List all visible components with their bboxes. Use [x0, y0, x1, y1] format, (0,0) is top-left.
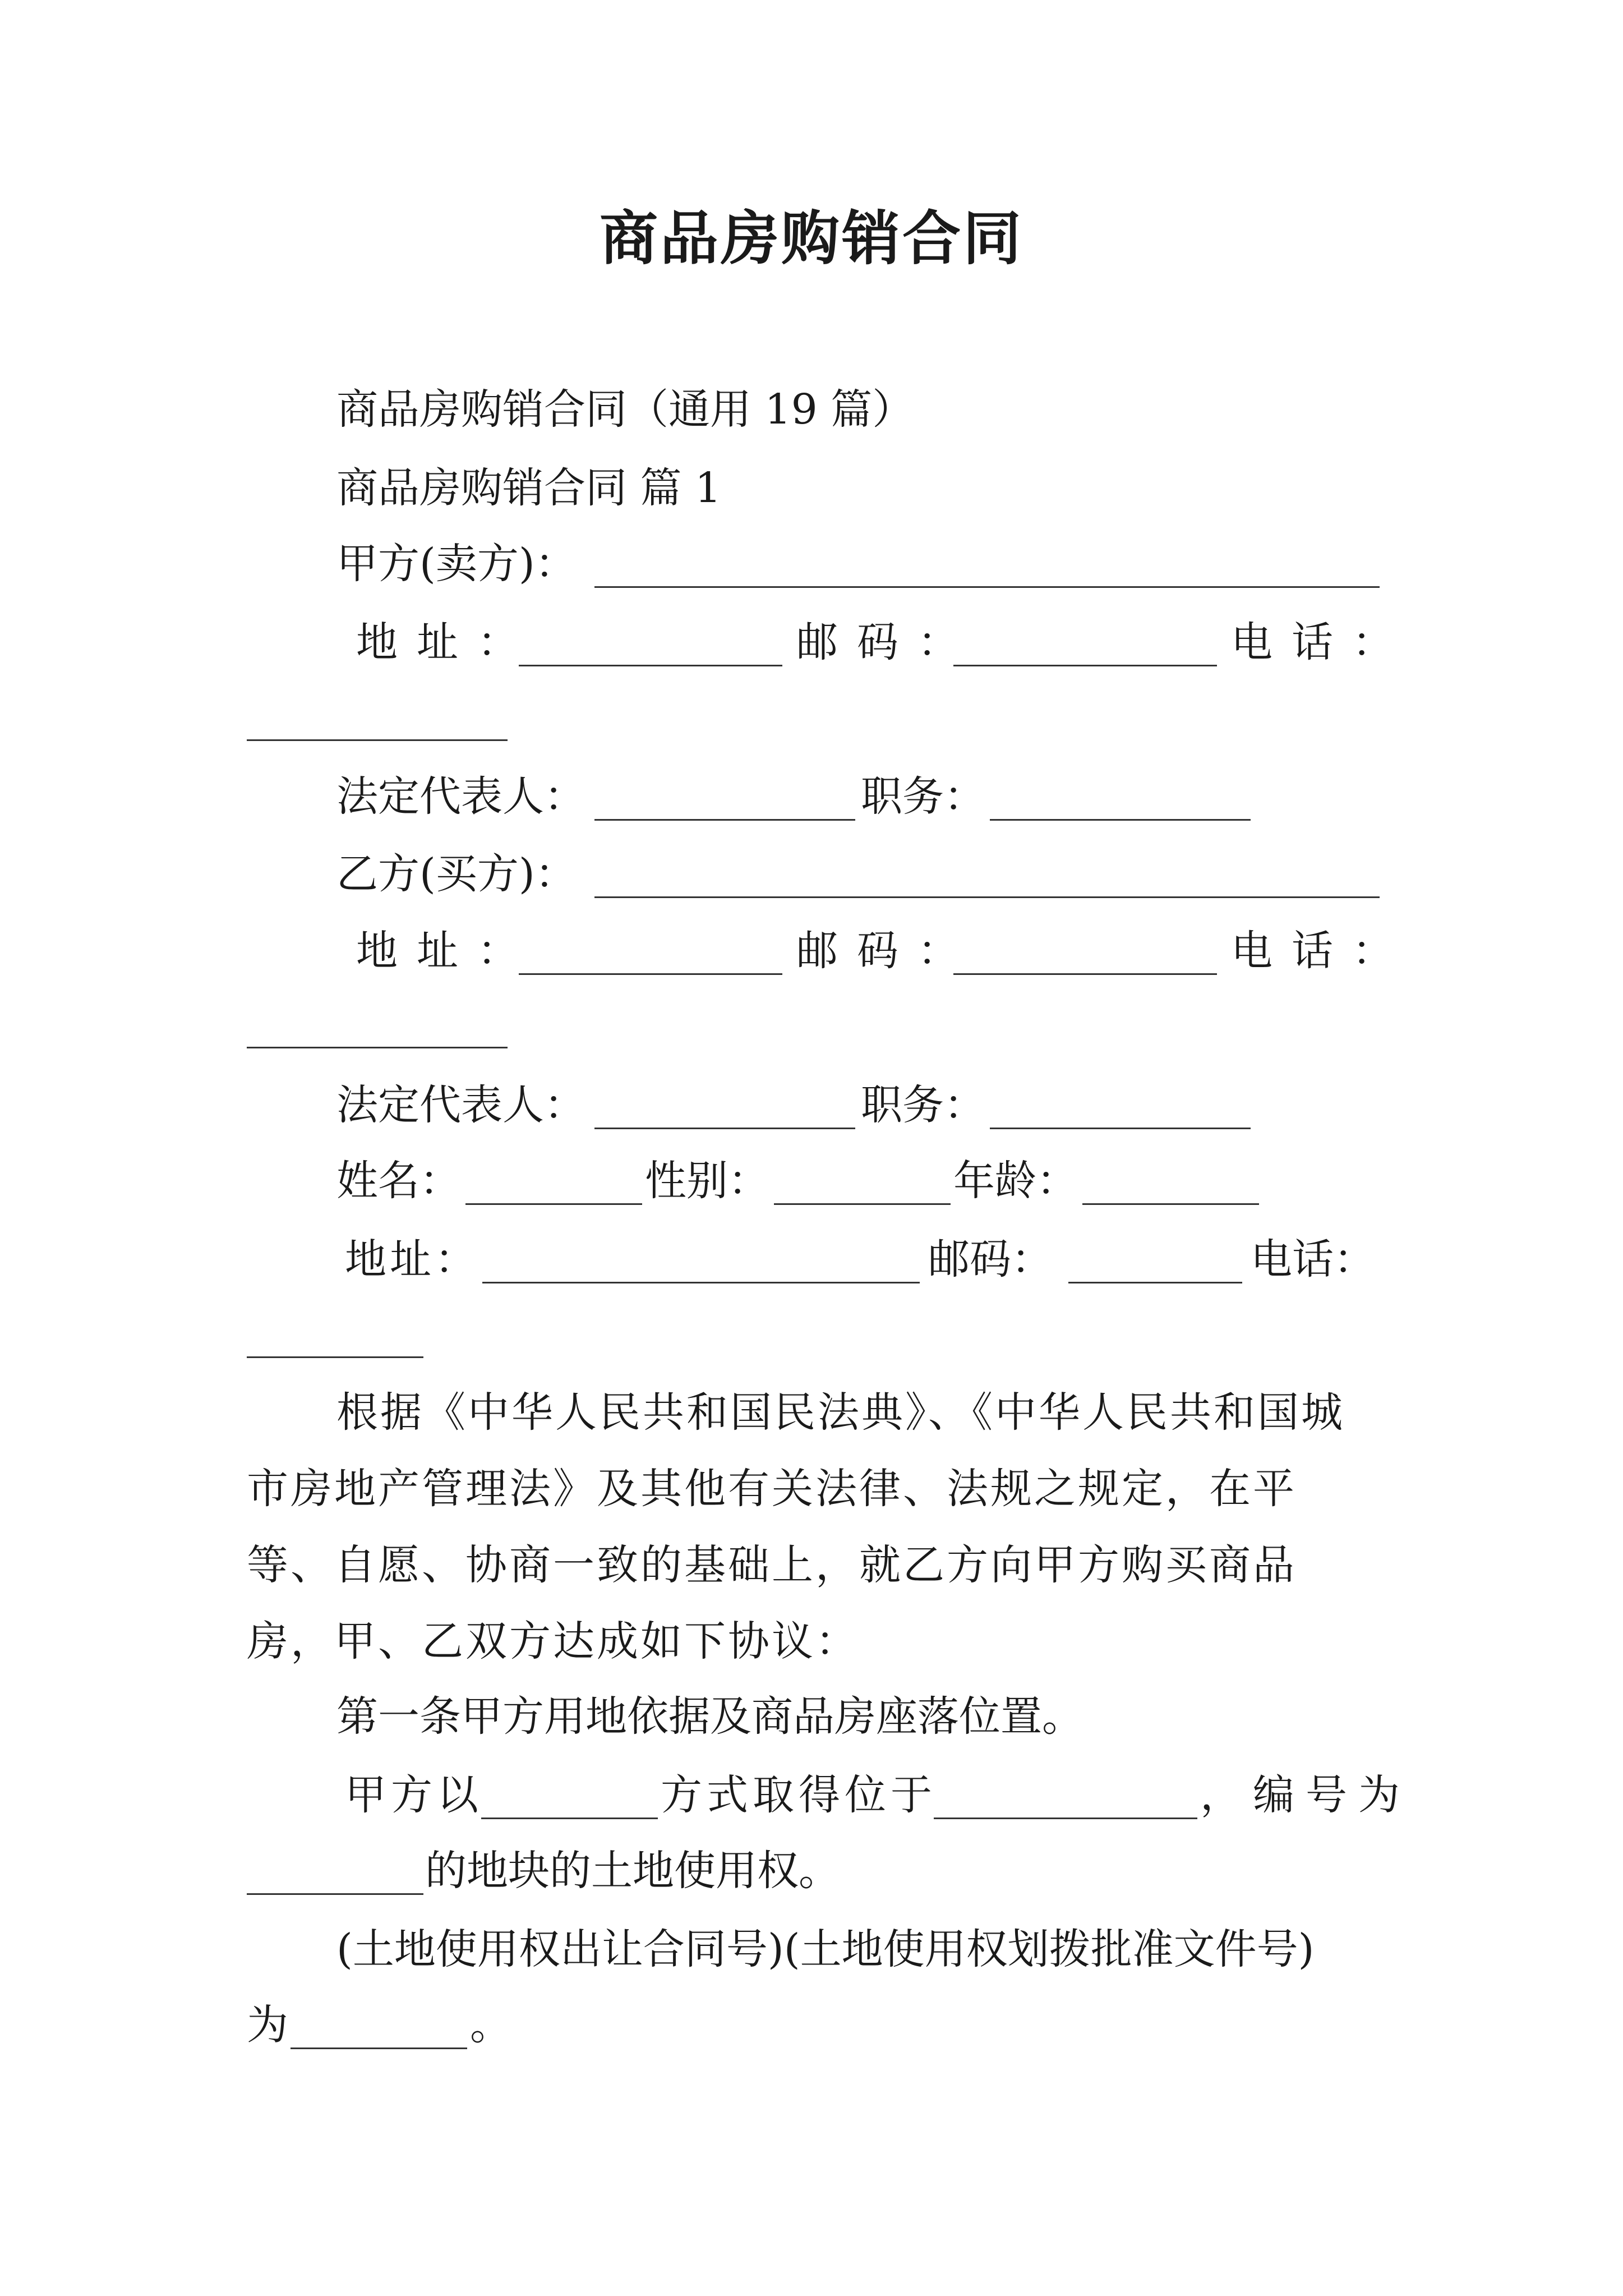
land-acquisition-method-field[interactable] [481, 1818, 658, 1819]
party-b-position-label: 职务： [861, 1081, 985, 1129]
party-b-name-label: 姓名： [336, 1157, 461, 1205]
party-a-phone-label: 电话： [1231, 618, 1413, 666]
party-a-legal-rep-field[interactable] [594, 819, 855, 821]
party-b-phone-field[interactable] [247, 1047, 508, 1048]
party-b-legal-rep-label: 法定代表人： [336, 1081, 585, 1129]
party-b-legal-rep-field[interactable] [594, 1128, 855, 1129]
party-a-legal-rep-label: 法定代表人： [336, 772, 585, 821]
party-a-position-label: 职务： [861, 772, 985, 821]
article-1-line3: (土地使用权出让合同号)(土地使用权划拨批准文件号) [336, 1925, 1315, 1973]
party-b-gender-label: 性别： [645, 1157, 769, 1205]
party-a-phone-field[interactable] [247, 739, 508, 741]
party-b-gender-field[interactable] [774, 1203, 951, 1205]
party-b-phone-label: 电话： [1231, 927, 1413, 975]
party-b-postcode2-field[interactable] [1068, 1282, 1242, 1283]
section-heading: 商品房购销合同 篇 1 [336, 464, 722, 512]
subtitle: 商品房购销合同（通用 19 篇） [336, 385, 914, 434]
party-a-postcode-field[interactable] [953, 665, 1217, 666]
party-b-address2-field[interactable] [482, 1282, 920, 1283]
land-location-field[interactable] [934, 1818, 1197, 1819]
party-b-phone2-field[interactable] [247, 1356, 423, 1358]
article-1-line1-a: 甲方以 [345, 1771, 483, 1819]
article-1-heading: 第一条甲方用地依据及商品房座落位置。 [336, 1692, 1083, 1741]
party-a-label [336, 536, 577, 592]
party-a-address-label: 地址： [356, 618, 538, 666]
contract-number-field[interactable] [291, 2047, 467, 2049]
party-a-postcode-label: 邮码： [796, 618, 978, 666]
party-a-position-field[interactable] [990, 819, 1251, 821]
party-b-postcode-label: 邮码： [796, 927, 978, 975]
document-title: 商品房购销合同 [599, 204, 1023, 273]
party-b-age-label: 年龄： [953, 1157, 1078, 1205]
party-b-age-field[interactable] [1082, 1203, 1259, 1205]
article-1-line1-b: 方式取得位于 [661, 1771, 937, 1819]
article-1-line4-b: 。 [470, 2001, 511, 2049]
party-b-postcode-field[interactable] [953, 973, 1217, 975]
party-b-address-field[interactable] [519, 973, 782, 975]
party-a-name-field[interactable] [594, 586, 1380, 588]
article-1-line1-c: ，编号为 [1200, 1771, 1411, 1819]
party-b-label: 乙方(买方)： [336, 850, 577, 898]
party-a-label-text: 甲方(卖方)： [336, 540, 577, 588]
party-b-postcode2-label: 邮码： [928, 1235, 1053, 1283]
party-b-person-name-field[interactable] [465, 1203, 642, 1205]
land-number-field[interactable] [247, 1893, 423, 1895]
article-1-line4-a: 为 [247, 2001, 288, 2049]
party-b-phone2-label: 电话： [1251, 1235, 1375, 1283]
party-a-address-field[interactable] [519, 665, 782, 666]
party-b-position-field[interactable] [990, 1128, 1251, 1129]
party-b-address-label: 地址： [356, 927, 538, 975]
article-1-line2: 的地块的土地使用权。 [425, 1847, 840, 1895]
party-b-address2-label: 地址： [345, 1235, 479, 1283]
party-b-name-field[interactable] [594, 896, 1380, 898]
preamble-paragraph: 根据《中华人民共和国民法典》、《中华人民共和国城市房地产管理法》及其他有关法律、法规之规定，在平等、自愿、协商一致的基础上，就乙方向甲方购买商品房，甲、乙双方达成如下协议： [247, 1388, 1345, 1665]
